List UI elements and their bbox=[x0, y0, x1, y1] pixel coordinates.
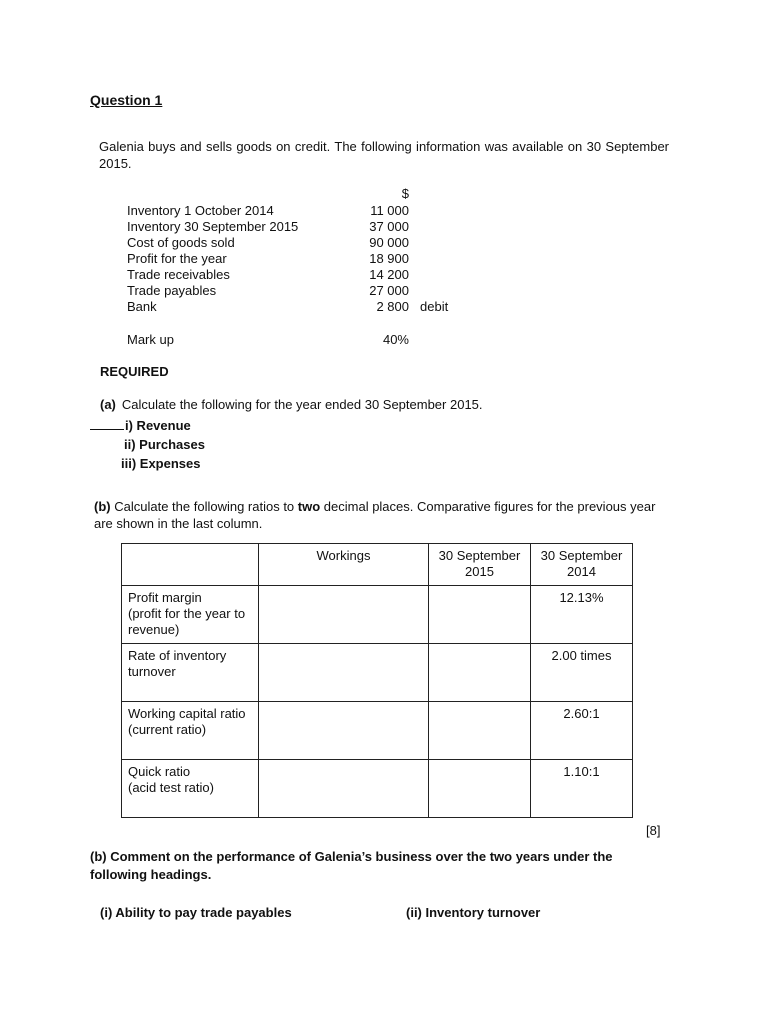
info-label: Trade receivables bbox=[127, 267, 230, 282]
value-2014-cell: 12.13% bbox=[531, 586, 633, 644]
part-a-prompt bbox=[100, 397, 483, 412]
info-label: Profit for the year bbox=[127, 251, 227, 266]
info-amount: 11 000 bbox=[370, 203, 409, 218]
part-a-text: Calculate the following for the year ended 30 September 2015. bbox=[121, 397, 483, 412]
question-intro: Galenia buys and sells goods on credit. The following information was available on 30 September 2015. bbox=[99, 139, 669, 171]
value-2015-cell[interactable] bbox=[429, 586, 531, 644]
currency-symbol: $ bbox=[401, 186, 409, 201]
ratio-label: Working capital ratio (current ratio) bbox=[122, 702, 259, 760]
heading-ability-to-pay: (i) Ability to pay trade payables bbox=[100, 905, 292, 920]
part-b-text-bold: two bbox=[297, 499, 321, 514]
part-b-comment: (b) Comment on the performance of Galenia’s business over the two years under the following headings. bbox=[90, 849, 613, 882]
part-a-item-label: i) Revenue bbox=[125, 418, 191, 433]
part-a-item bbox=[90, 418, 191, 433]
info-label: Bank bbox=[127, 299, 157, 314]
table-header-blank bbox=[122, 544, 259, 586]
value-2014-cell: 1.10:1 bbox=[531, 760, 633, 818]
part-a-item-label: iii) Expenses bbox=[121, 456, 201, 471]
info-label: Inventory 30 September 2015 bbox=[127, 219, 299, 234]
part-b-text-1: Calculate the following ratios to bbox=[114, 499, 298, 514]
table-header-row bbox=[122, 544, 633, 586]
table-header-2014: 30 September 2014 bbox=[531, 544, 633, 586]
workings-cell[interactable] bbox=[259, 644, 429, 702]
info-suffix: debit bbox=[420, 299, 449, 314]
info-amount: 2 800 bbox=[376, 299, 409, 314]
value-2015-cell[interactable] bbox=[429, 760, 531, 818]
part-b-prompt bbox=[94, 498, 664, 532]
part-a-item bbox=[124, 437, 205, 452]
part-a-tag: (a) bbox=[100, 397, 116, 412]
info-amount: 18 900 bbox=[369, 251, 409, 266]
workings-cell[interactable] bbox=[259, 760, 429, 818]
info-amount: 37 000 bbox=[369, 219, 409, 234]
part-a-item bbox=[121, 456, 200, 471]
info-amount: 90 000 bbox=[369, 235, 409, 250]
required-heading: REQUIRED bbox=[100, 364, 169, 379]
value-2015-cell[interactable] bbox=[429, 702, 531, 760]
value-2014-cell: 2.00 times bbox=[531, 644, 633, 702]
workings-cell[interactable] bbox=[259, 702, 429, 760]
ratio-label: Quick ratio (acid test ratio) bbox=[122, 760, 259, 818]
part-a-item-label: ii) Purchases bbox=[124, 437, 205, 452]
info-label: Trade payables bbox=[127, 283, 217, 298]
table-row bbox=[122, 760, 633, 818]
info-label: Cost of goods sold bbox=[127, 235, 235, 250]
table-row bbox=[122, 702, 633, 760]
markup-label: Mark up bbox=[127, 332, 174, 347]
part-b-text-2: decimal places. Comparative figures for the previous year are shown in the last column. bbox=[94, 499, 656, 531]
table-header-2015: 30 September 2015 bbox=[429, 544, 531, 586]
heading-inventory-turnover: (ii) Inventory turnover bbox=[406, 905, 541, 920]
workings-cell[interactable] bbox=[259, 586, 429, 644]
marks-indicator: [8] bbox=[646, 823, 661, 838]
ratios-table bbox=[121, 543, 633, 818]
ratio-label: Rate of inventory turnover bbox=[122, 644, 259, 702]
table-row bbox=[122, 644, 633, 702]
value-2015-cell[interactable] bbox=[429, 644, 531, 702]
markup-value: 40% bbox=[382, 332, 409, 347]
table-header-workings: Workings bbox=[259, 544, 429, 586]
ratio-label: Profit margin (profit for the year to revenue) bbox=[122, 586, 259, 644]
value-2014-cell: 2.60:1 bbox=[531, 702, 633, 760]
info-amount: 14 200 bbox=[369, 267, 409, 282]
answer-blank-line bbox=[90, 418, 124, 430]
info-label: Inventory 1 October 2014 bbox=[127, 203, 274, 218]
part-b-tag: (b) bbox=[94, 499, 111, 514]
question-title: Question 1 bbox=[90, 92, 163, 108]
info-amount: 27 000 bbox=[369, 283, 409, 298]
table-row bbox=[122, 586, 633, 644]
